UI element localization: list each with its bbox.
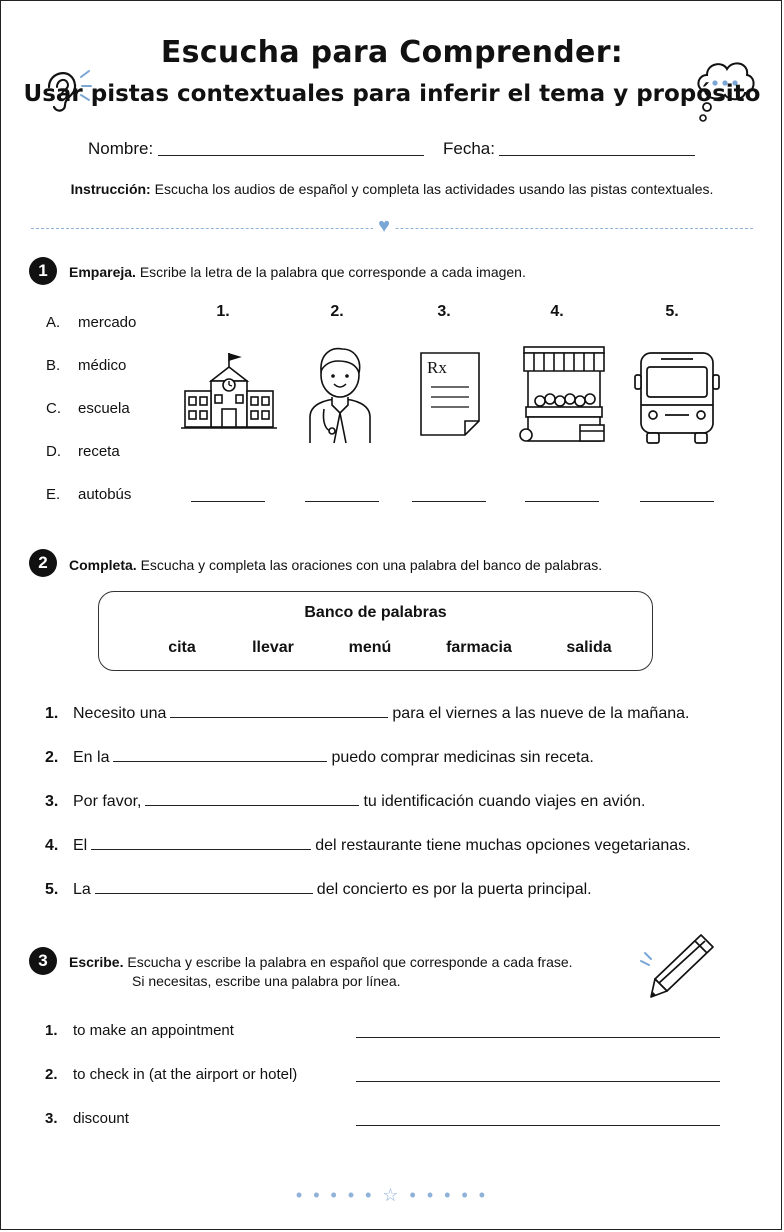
option-letter: B. bbox=[46, 357, 61, 374]
option-letter: C. bbox=[46, 400, 61, 417]
sentence-1 bbox=[45, 703, 689, 723]
name-label: Nombre: bbox=[88, 139, 154, 158]
write-answer-3[interactable] bbox=[356, 1125, 720, 1126]
sentence-number: 4. bbox=[45, 837, 59, 854]
bank-word: cita bbox=[168, 639, 196, 656]
sentence-after: puedo comprar medicinas sin receta. bbox=[331, 749, 594, 766]
sentence-number: 5. bbox=[45, 881, 59, 898]
date-label: Fecha: bbox=[443, 139, 495, 158]
option-letter: D. bbox=[46, 443, 61, 460]
sentence-after: del concierto es por la puerta principal. bbox=[316, 881, 592, 898]
section-1-heading bbox=[69, 264, 526, 280]
option-c bbox=[46, 400, 130, 417]
bank-word: salida bbox=[566, 639, 612, 656]
sentence-blank[interactable] bbox=[95, 879, 313, 894]
option-e bbox=[46, 486, 131, 503]
option-d bbox=[46, 443, 120, 460]
match-answer-2[interactable] bbox=[305, 501, 379, 502]
section-1-title: Empareja. bbox=[69, 264, 136, 280]
instruction-text: Escucha los audios de español y completa las actividades usando las pistas contextuales. bbox=[154, 181, 714, 197]
option-word: receta bbox=[78, 443, 120, 460]
item-phrase: to check in (at the airport or hotel) bbox=[73, 1066, 298, 1083]
picture-number-2: 2. bbox=[330, 303, 344, 320]
option-word: mercado bbox=[78, 314, 137, 331]
bank-word: menú bbox=[348, 639, 392, 656]
section-1-instructions: Escribe la letra de la palabra que corresponde a cada imagen. bbox=[139, 264, 526, 280]
write-answer-1[interactable] bbox=[356, 1037, 720, 1038]
section-2-title: Completa. bbox=[69, 557, 137, 573]
item-phrase: to make an appointment bbox=[73, 1022, 234, 1039]
rx-symbol: Rx bbox=[427, 358, 447, 377]
sentence-before: El bbox=[73, 837, 88, 854]
page-subtitle: Usar pistas contextuales para inferir el tema y propósito bbox=[23, 81, 761, 107]
sentence-before: Por favor, bbox=[73, 793, 142, 810]
sentence-number: 1. bbox=[45, 705, 59, 722]
match-answer-3[interactable] bbox=[412, 501, 486, 502]
item-number: 3. bbox=[45, 1110, 58, 1127]
picture-number-5: 5. bbox=[665, 303, 679, 320]
sentence-number: 2. bbox=[45, 749, 59, 766]
sentence-blank[interactable] bbox=[145, 791, 359, 806]
heart-icon: ♥ bbox=[373, 215, 395, 237]
footer-star-decoration: • • • • • ☆ • • • • • bbox=[295, 1185, 489, 1205]
section-1-badge: 1 bbox=[29, 257, 57, 285]
section-3-note: Si necesitas, escribe una palabra por línea. bbox=[132, 973, 401, 989]
section-2-instructions: Escucha y completa las oraciones con una palabra del banco de palabras. bbox=[140, 557, 603, 573]
pencil-icon bbox=[639, 931, 721, 1001]
option-a bbox=[46, 314, 136, 331]
section-2-heading bbox=[69, 557, 602, 573]
sentence-5 bbox=[45, 879, 592, 899]
word-bank-title: Banco de palabras bbox=[304, 604, 447, 621]
sentence-after: para el viernes a las nueve de la mañana. bbox=[392, 705, 690, 722]
option-letter: A. bbox=[46, 314, 61, 331]
picture-number-1: 1. bbox=[216, 303, 230, 320]
section-3-title: Escribe. bbox=[69, 954, 124, 970]
option-letter: E. bbox=[46, 486, 61, 503]
page-title: Escucha para Comprender: bbox=[160, 35, 624, 70]
item-number: 2. bbox=[45, 1066, 58, 1083]
bank-word: llevar bbox=[252, 639, 294, 656]
write-item-3 bbox=[45, 1110, 129, 1127]
match-answer-1[interactable] bbox=[191, 501, 265, 502]
sentence-after: tu identificación cuando viajes en avión. bbox=[363, 793, 646, 810]
word-bank bbox=[98, 591, 653, 671]
sentence-2 bbox=[45, 747, 594, 767]
sentence-3 bbox=[45, 791, 645, 811]
write-item-2 bbox=[45, 1066, 297, 1083]
date-field[interactable] bbox=[499, 155, 695, 156]
section-3-heading bbox=[69, 954, 573, 970]
instruction bbox=[1, 181, 782, 197]
sentence-before: Necesito una bbox=[73, 705, 167, 722]
doctor-icon bbox=[304, 339, 376, 445]
option-word: escuela bbox=[78, 400, 130, 417]
section-3-badge: 3 bbox=[29, 947, 57, 975]
match-answer-5[interactable] bbox=[640, 501, 714, 502]
sentence-blank[interactable] bbox=[91, 835, 311, 850]
prescription-icon bbox=[419, 351, 481, 437]
item-number: 1. bbox=[45, 1022, 58, 1039]
write-answer-2[interactable] bbox=[356, 1081, 720, 1082]
option-word: autobús bbox=[78, 486, 132, 503]
name-field[interactable] bbox=[158, 155, 424, 156]
sentence-number: 3. bbox=[45, 793, 59, 810]
market-stall-icon bbox=[518, 345, 610, 445]
section-2-badge: 2 bbox=[29, 549, 57, 577]
option-word: médico bbox=[78, 357, 127, 374]
picture-number-3: 3. bbox=[437, 303, 451, 320]
sentence-after: del restaurante tiene muchas opciones vegetarianas. bbox=[315, 837, 691, 854]
sentence-before: En la bbox=[73, 749, 110, 766]
bus-icon bbox=[633, 351, 721, 445]
item-phrase: discount bbox=[73, 1110, 129, 1127]
option-b bbox=[46, 357, 126, 374]
sentence-before: La bbox=[73, 881, 91, 898]
bank-word: farmacia bbox=[446, 639, 512, 656]
match-answer-4[interactable] bbox=[525, 501, 599, 502]
sentence-4 bbox=[45, 835, 691, 855]
write-item-1 bbox=[45, 1022, 234, 1039]
school-icon bbox=[181, 351, 277, 433]
sentence-blank[interactable] bbox=[113, 747, 327, 762]
sentence-blank[interactable] bbox=[170, 703, 388, 718]
picture-number-4: 4. bbox=[550, 303, 564, 320]
instruction-label: Instrucción: bbox=[70, 181, 151, 197]
section-3-instructions: Escucha y escribe la palabra en español que corresponde a cada frase. bbox=[127, 954, 573, 970]
